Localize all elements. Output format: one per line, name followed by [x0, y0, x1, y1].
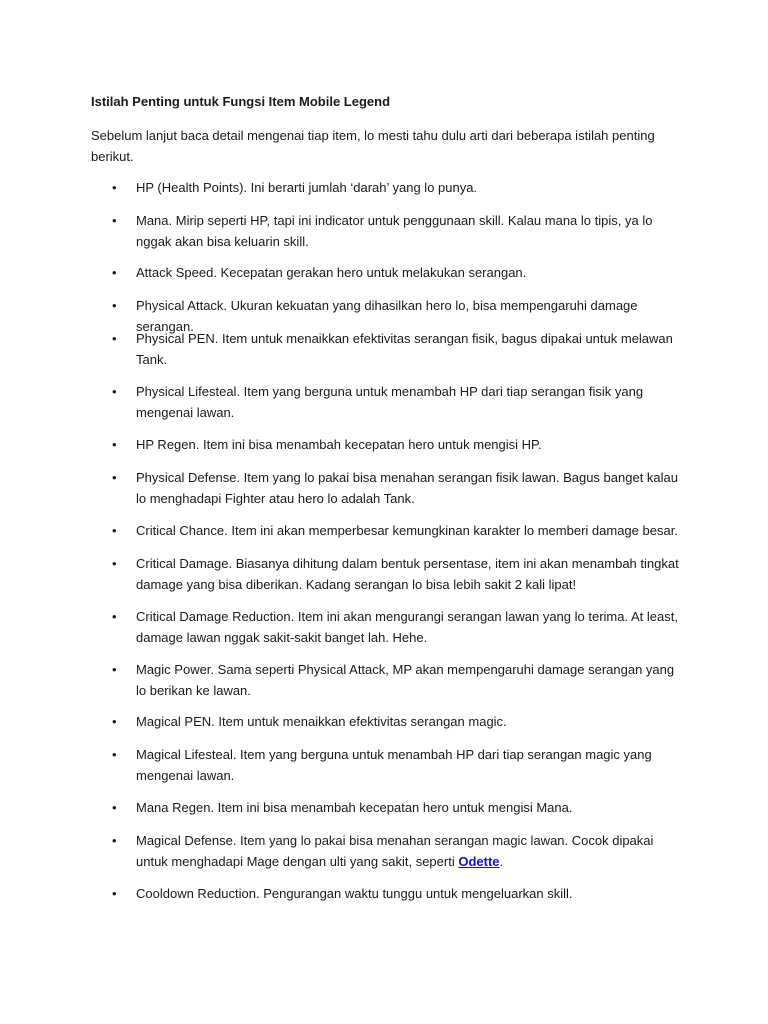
list-item-text-before: Magical Defense. Item yang lo pakai bisa menahan serangan magic lawan. Cocok dipakai untuk menghadapi Mage dengan ulti yang sakit, seperti [136, 833, 654, 869]
bullet: • [112, 556, 117, 571]
bullet: • [112, 265, 117, 280]
bullet: • [112, 331, 117, 346]
list-item-text: Cooldown Reduction. Pengurangan waktu tunggu untuk mengeluarkan skill. [136, 886, 573, 901]
intro-paragraph: Sebelum lanjut baca detail mengenai tiap item, lo mesti tahu dulu arti dari beberapa istilah penting berikut. [91, 128, 655, 164]
list-item-text: Critical Damage. Biasanya dihitung dalam bentuk persentase, item ini akan menambah tingkat damage yang bisa diberikan. Kadang serangan lo bisa lebih sakit 2 kali lipat! [136, 556, 679, 592]
list-item-text: Physical PEN. Item untuk menaikkan efektivitas serangan fisik, bagus dipakai untuk melawan Tank. [136, 331, 673, 367]
list-item-text: Critical Chance. Item ini akan memperbesar kemungkinan karakter lo memberi damage besar. [136, 523, 678, 538]
bullet: • [112, 384, 117, 399]
list-item-text: Critical Damage Reduction. Item ini akan mengurangi serangan lawan yang lo terima. At least, damage lawan nggak sakit-sakit banget lah. Hehe. [136, 609, 678, 645]
list-item-text: Magic Power. Sama seperti Physical Attack, MP akan mempengaruhi damage serangan yang lo berikan ke lawan. [136, 662, 675, 698]
odette-link[interactable]: Odette [458, 853, 500, 869]
bullet: • [112, 714, 117, 729]
bullet: • [112, 180, 117, 195]
list-item-text: HP Regen. Item ini bisa menambah kecepatan hero untuk mengisi HP. [136, 437, 542, 452]
list-item-text: Magical Lifesteal. Item yang berguna untuk menambah HP dari tiap serangan magic yang mengenai lawan. [136, 747, 652, 783]
list-item-text [136, 831, 682, 872]
list-item-text: HP (Health Points). Ini berarti jumlah ‘darah’ yang lo punya. [136, 180, 478, 195]
bullet: • [112, 886, 117, 901]
bullet: • [112, 437, 117, 452]
bullet: • [112, 609, 117, 624]
list-item-text: Magical PEN. Item untuk menaikkan efektivitas serangan magic. [136, 714, 507, 729]
bullet: • [112, 800, 117, 815]
list-item-text: Physical Attack. Ukuran kekuatan yang dihasilkan hero lo, bisa mempengaruhi damage serangan. [136, 298, 638, 334]
bullet: • [112, 747, 117, 762]
bullet: • [112, 213, 117, 228]
page-title: Istilah Penting untuk Fungsi Item Mobile Legend [91, 94, 391, 109]
list-item-text: Physical Defense. Item yang lo pakai bisa menahan serangan fisik lawan. Bagus banget kalau lo menghadapi Fighter atau hero lo adalah Tank. [136, 470, 678, 506]
bullet: • [112, 298, 117, 313]
list-item-text-after: . [499, 853, 504, 869]
bullet: • [112, 833, 117, 848]
list-item-text: Attack Speed. Kecepatan gerakan hero untuk melakukan serangan. [136, 265, 527, 280]
bullet: • [112, 662, 117, 677]
bullet: • [112, 523, 117, 538]
bullet: • [112, 470, 117, 485]
list-item-text: Mana. Mirip seperti HP, tapi ini indicator untuk penggunaan skill. Kalau mana lo tipis, ya lo nggak akan bisa keluarin skill. [136, 213, 653, 249]
list-item-text: Physical Lifesteal. Item yang berguna untuk menambah HP dari tiap serangan fisik yang mengenai lawan. [136, 384, 644, 420]
list-item-text: Mana Regen. Item ini bisa menambah kecepatan hero untuk mengisi Mana. [136, 800, 573, 815]
